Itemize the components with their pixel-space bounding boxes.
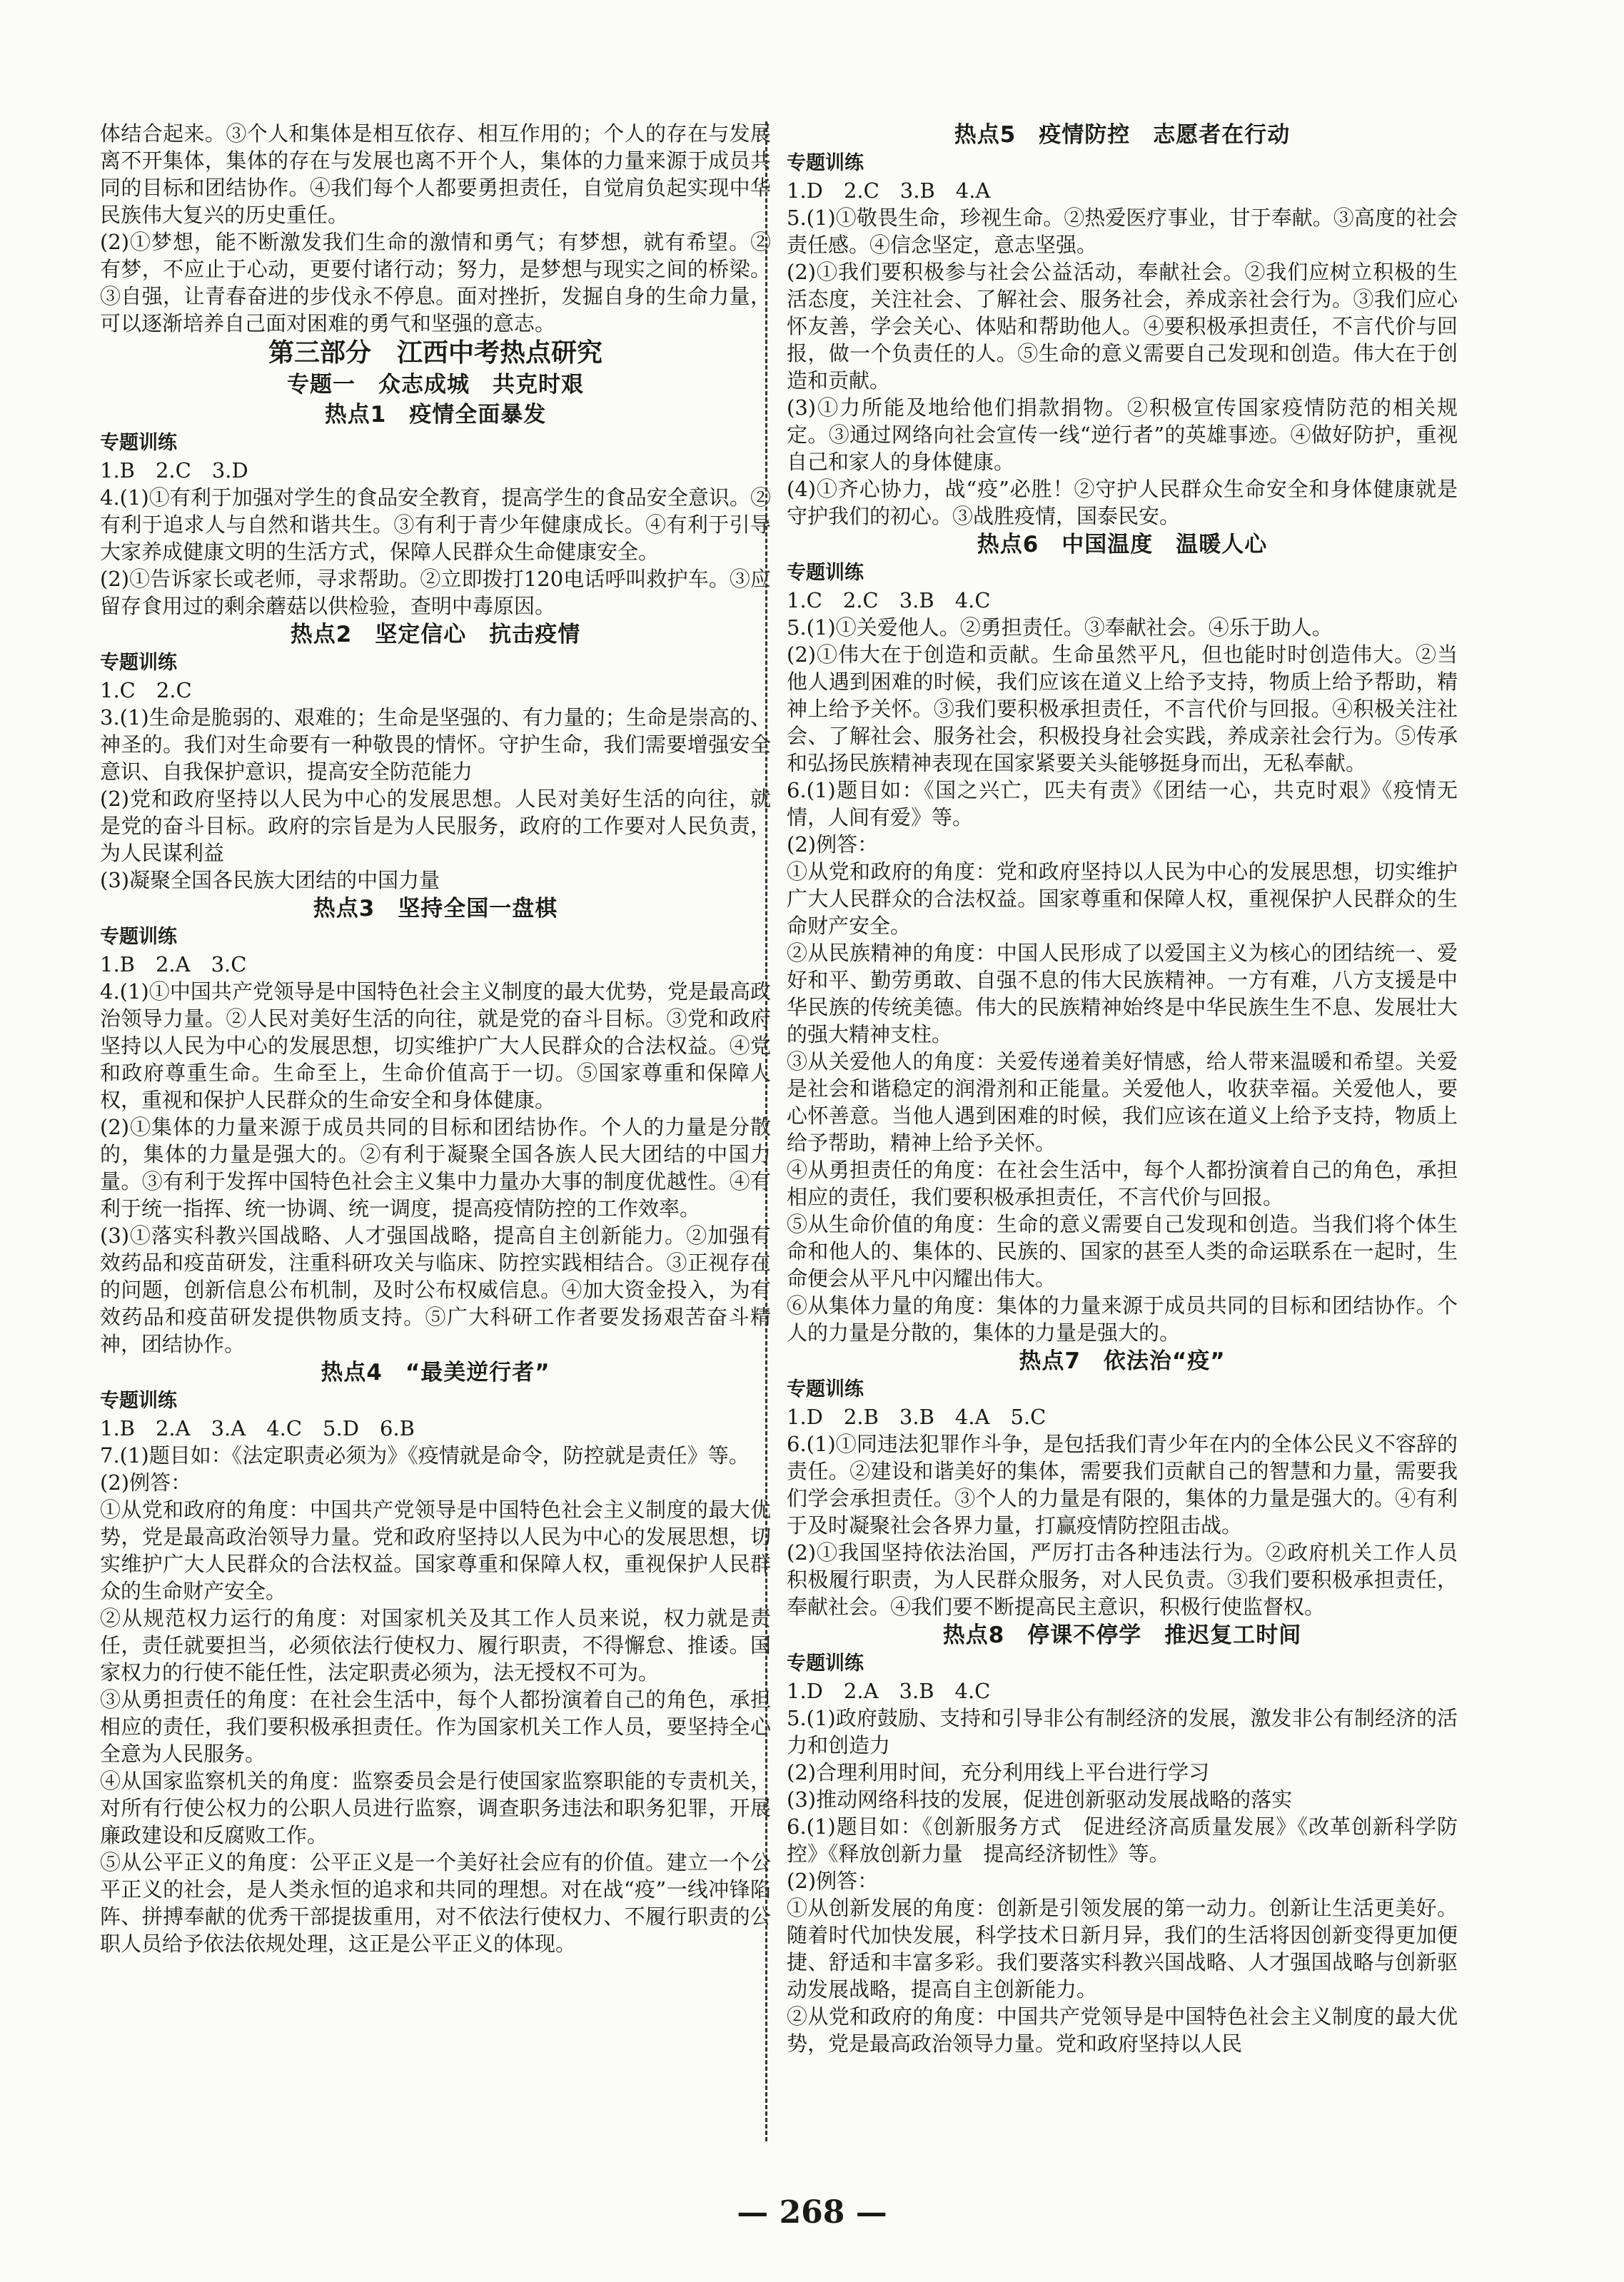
paragraph: ⑤从公平正义的角度：公平正义是一个美好社会应有的价值。建立一个公平正义的社会，是人类永恒的追求和共同的理想。对在战“疫”一线冲锋陷阵、拼搏奉献的优秀干部提拔重用，对不依法行使权力、不履行职责的公职人员给予依法依规处理，这正是公平正义的体现。 [100, 1850, 771, 1956]
paragraph: ①从党和政府的角度：党和政府坚持以人民为中心的发展思想，切实维护广大人民群众的合法权益。国家尊重和保障人权，重视保护人民群众的生命财产安全。 [787, 859, 1458, 938]
paragraph: (2)①梦想，能不断激发我们生命的激情和勇气；有梦想，就有希望。②有梦，不应止于心动，更要付诸行动；努力，是梦想与现实之间的桥梁。③自强，让青春奋进的步伐永不停息。面对挫折，发掘自身的生命力量，可以逐渐培养自己面对困难的勇气和坚强的意志。 [100, 230, 771, 335]
hotspot-heading: 热点5 疫情防控 志愿者在行动 [954, 122, 1291, 148]
paragraph: 1.D 2.B 3.B 4.A 5.C [787, 1405, 1046, 1429]
paragraph: 1.B 2.C 3.D [100, 458, 248, 483]
paragraph: (3)凝聚全国各民族大团结的中国力量 [100, 868, 440, 892]
training-label: 专题训练 [787, 562, 864, 584]
paragraph: (2)①告诉家长或老师，寻求帮助。②立即拨打120电话呼叫救护车。③应留存食用过的剩余蘑菇以供检验，查明中毒原因。 [100, 567, 771, 618]
paragraph: 1.D 2.A 3.B 4.C [787, 1679, 991, 1703]
hotspot-heading: 热点3 坚持全国一盘棋 [313, 896, 558, 922]
paragraph: ④从国家监察机关的角度：监察委员会是行使国家监察职能的专责机关，对所有行使公权力的公职人员进行监察，调查职务违法和职务犯罪，开展廉政建设和反腐败工作。 [100, 1769, 771, 1847]
paragraph: ④从勇担责任的角度：在社会生活中，每个人都扮演着自己的角色，承担相应的责任，我们要积极承担责任，不言代价与回报。 [787, 1158, 1458, 1209]
hotspot-heading: 热点1 疫情全面暴发 [324, 402, 547, 428]
paragraph: (2)①我们要积极参与社会公益活动，奉献社会。②我们应树立积极的生活态度，关注社会、了解社会、服务社会，养成亲社会行为。③我们应心怀友善，学会关心、体贴和帮助他人。④要积极承担责任，不言代价与回报，做一个负责任的人。⑤生命的意义需要自己发现和创造。伟大在于创造和贡献。 [787, 260, 1458, 393]
paragraph: 1.C 2.C 3.B 4.C [787, 588, 991, 612]
paragraph: ②从规范权力运行的角度：对国家机关及其工作人员来说，权力就是责任，责任就要担当，必须依法行使权力、履行职责，不得懈怠、推诿。国家权力的行使不能任性，法定职责必须为，法无授权不可为。 [100, 1606, 771, 1685]
right-column [787, 120, 1458, 2140]
paragraph: (2)例答： [100, 1470, 192, 1495]
paragraph: 1.B 2.A 3.C [100, 952, 247, 976]
paragraph: 4.(1)①中国共产党领导是中国特色社会主义制度的最大优势，党是最高政治领导力量。②人民对美好生活的向往，就是党的奋斗目标。③党和政府坚持以人民为中心的发展思想，切实维护广大人民群众的合法权益。④党和政府尊重生命。生命至上，生命价值高于一切。⑤国家尊重和保障人权，重视和保护人民群众的生命安全和身体健康。 [100, 979, 771, 1112]
left-column [100, 120, 771, 2140]
training-label: 专题训练 [100, 432, 177, 454]
paragraph: 6.(1)①同违法犯罪作斗争，是包括我们青少年在内的全体公民义不容辞的责任。②建设和谐美好的集体，需要我们贡献自己的智慧和力量，需要我们学会承担责任。③个人的力量是有限的，集体的力量是强大的。④有利于及时凝聚社会各界力量，打赢疫情防控阻击战。 [787, 1432, 1458, 1538]
paragraph: (2)例答： [787, 1869, 879, 1893]
column-divider [765, 121, 767, 2141]
paragraph: (3)①落实科教兴国战略、人才强国战略，提高自主创新能力。②加强有效药品和疫苗研发，注重科研攻关与临床、防控实践相结合。③正视存在的问题，创新信息公布机制，及时公布权威信息。④加大资金投入，为有效药品和疫苗研发提供物质支持。⑤广大科研工作者要发扬艰苦奋斗精神，团结协作。 [100, 1223, 771, 1356]
paragraph: (2)①集体的力量来源于成员共同的目标和团结协作。个人的力量是分散的，集体的力量是强大的。②有利于凝聚全国各族人民大团结的中国力量。③有利于发挥中国特色社会主义集中力量办大事的制度优越性。④有利于统一指挥、统一协调、统一调度，提高疫情防控的工作效率。 [100, 1115, 771, 1221]
paragraph: (3)①力所能及地给他们捐款捐物。②积极宣传国家疫情防范的相关规定。③通过网络向社会宣传一线“逆行者”的英雄事迹。④做好防护，重视自己和家人的身体健康。 [787, 395, 1458, 474]
hotspot-heading: 热点8 停课不停学 推迟复工时间 [942, 1622, 1302, 1648]
paragraph: (2)合理利用时间，充分利用线上平台进行学习 [787, 1760, 1210, 1784]
training-label: 专题训练 [787, 1378, 864, 1400]
paragraph: 7.(1)题目如：《法定职责必须为》《疫情就是命令，防控就是责任》等。 [100, 1443, 750, 1468]
hotspot-heading: 热点2 坚定信心 抗击疫情 [290, 622, 581, 647]
paragraph: 5.(1)政府鼓励、支持和引导非公有制经济的发展，激发非公有制经济的活力和创造力 [787, 1706, 1458, 1757]
paragraph: ①从党和政府的角度：中国共产党领导是中国特色社会主义制度的最大优势，党是最高政治领导力量。党和政府坚持以人民为中心的发展思想，切实维护广大人民群众的合法权益。国家尊重和保障人权，重视保护人民群众的生命财产安全。 [100, 1498, 771, 1603]
paragraph: (2)党和政府坚持以人民为中心的发展思想。人民对美好生活的向往，就是党的奋斗目标。政府的宗旨是为人民服务，政府的工作要对人民负责，为人民谋利益 [100, 787, 771, 865]
paragraph: ②从民族精神的角度：中国人民形成了以爱国主义为核心的团结统一、爱好和平、勤劳勇敢、自强不息的伟大民族精神。一方有难，八方支援是中华民族的传统美德。伟大的民族精神始终是中华民族生生不息、发展壮大的强大精神支柱。 [787, 941, 1458, 1046]
paragraph: ③从关爱他人的角度：关爱传递着美好情感，给人带来温暖和希望。关爱是社会和谐稳定的润滑剂和正能量。关爱他人，收获幸福。关爱他人，要心怀善意。当他人遇到困难的时候，我们应该在道义上给予支持，物质上给予帮助，精神上给予关怀。 [787, 1049, 1458, 1155]
training-label: 专题训练 [787, 1652, 864, 1675]
paragraph: (2)①我国坚持依法治国，严厉打击各种违法行为。②政府机关工作人员积极履行职责，为人民群众服务，对人民负责。③我们要积极承担责任，奉献社会。④我们要不断提高民主意识，积极行使监督权。 [787, 1540, 1458, 1619]
paragraph: 4.(1)①有利于加强对学生的食品安全教育，提高学生的食品安全意识。②有利于追求人与自然和谐共生。③有利于青少年健康成长。④有利于引导大家养成健康文明的生活方式，保障人民群众生命健康安全。 [100, 485, 771, 564]
hotspot-heading: 热点7 依法治“疫” [1019, 1348, 1226, 1374]
paragraph: ⑤从生命价值的角度：生命的意义需要自己发现和创造。当我们将个体生命和他人的、集体的、民族的、国家的甚至人类的命运联系在一起时，生命便会从平凡中闪耀出伟大。 [787, 1212, 1458, 1291]
paragraph: 1.B 2.A 3.A 4.C 5.D 6.B [100, 1416, 415, 1440]
paragraph: ③从勇担责任的角度：在社会生活中，每个人都扮演着自己的角色，承担相应的责任，我们要积极承担责任。作为国家机关工作人员，要坚持全心全意为人民服务。 [100, 1687, 771, 1766]
training-label: 专题训练 [100, 652, 177, 674]
page-number: — 268 — [737, 2194, 887, 2231]
paragraph: (2)例答： [787, 832, 879, 857]
training-label: 专题训练 [787, 152, 864, 174]
paragraph: 5.(1)①关爱他人。②勇担责任。③奉献社会。④乐于助人。 [787, 615, 1333, 640]
paragraph: 1.C 2.C [100, 678, 192, 702]
paragraph: 5.(1)①敬畏生命，珍视生命。②热爱医疗事业，甘于奉献。③高度的社会责任感。④信念坚定，意志坚强。 [787, 206, 1458, 257]
hotspot-heading: 热点6 中国温度 温暖人心 [977, 532, 1268, 557]
part-heading: 第三部分 江西中考热点研究 [268, 338, 602, 368]
paragraph: ②从党和政府的角度：中国共产党领导是中国特色社会主义制度的最大优势，党是最高政治领导力量。党和政府坚持以人民 [787, 2004, 1458, 2056]
paragraph: 3.(1)生命是脆弱的、艰难的；生命是坚强的、有力量的；生命是崇高的、神圣的。我们对生命要有一种敬畏的情怀。守护生命，我们需要增强安全意识、自我保护意识，提高安全防范能力 [100, 705, 771, 784]
paragraph: 6.(1)题目如：《国之兴亡，匹夫有责》《团结一心，共克时艰》《疫情无情，人间有爱》等。 [787, 778, 1458, 829]
paragraph: 6.(1)题目如：《创新服务方式 促进经济高质量发展》《改革创新科学防控》《释放创新力量 提高经济韧性》等。 [787, 1814, 1458, 1866]
paragraph: (3)推动网络科技的发展，促进创新驱动发展战略的落实 [787, 1787, 1293, 1812]
training-label: 专题训练 [100, 926, 177, 948]
paragraph: (2)①伟大在于创造和贡献。生命虽然平凡，但也能时时创造伟大。②当他人遇到困难的时候，我们应该在道义上给予支持，物质上给予帮助，精神上给予关怀。③我们要积极承担责任，不言代价与回报。④积极关注社会、了解社会、服务社会，积极投身社会实践，养成亲社会行为。⑤传承和弘扬民族精神表现在国家紧要关头能够挺身而出，无私奉献。 [787, 642, 1458, 775]
paragraph: 1.D 2.C 3.B 4.A [787, 178, 991, 203]
paragraph: ⑥从集体力量的角度：集体的力量来源于成员共同的目标和团结协作。个人的力量是分散的，集体的力量是强大的。 [787, 1293, 1458, 1345]
training-label: 专题训练 [100, 1390, 177, 1412]
paragraph: 体结合起来。③个人和集体是相互依存、相互作用的；个人的存在与发展离不开集体，集体的存在与发展也离不开个人，集体的力量来源于成员共同的目标和团结协作。④我们每个人都要勇担责任，自觉肩负起实现中华民族伟大复兴的历史重任。 [100, 121, 771, 227]
topic-heading: 专题一 众志成城 共克时艰 [287, 372, 584, 398]
hotspot-heading: 热点4 “最美逆行者” [321, 1360, 550, 1385]
paragraph: ①从创新发展的角度：创新是引领发展的第一动力。创新让生活更美好。随着时代加快发展，科学技术日新月异，我们的生活将因创新变得更加便捷、舒适和丰富多彩。我们要落实科教兴国战略、人才强国战略与创新驱动发展战略，提高自主创新能力。 [787, 1896, 1458, 2001]
paragraph: (4)①齐心协力，战“疫”必胜！②守护人民群众生命安全和身体健康就是守护我们的初心。③战胜疫情，国泰民安。 [787, 477, 1458, 528]
